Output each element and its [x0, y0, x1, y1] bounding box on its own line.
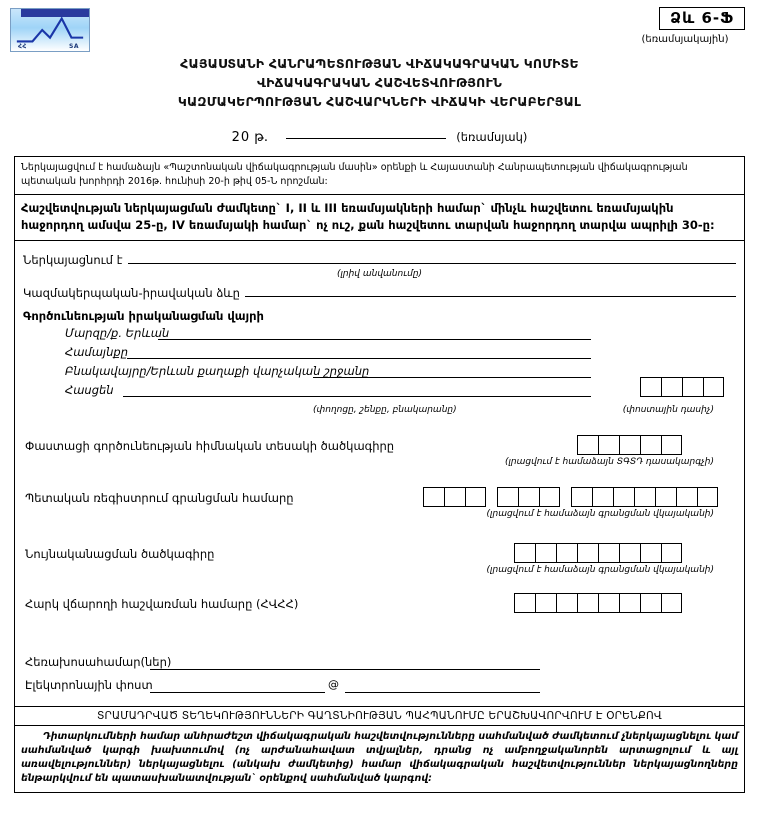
page-header — [0, 0, 759, 52]
address-region-row — [23, 325, 736, 344]
identification-code-cell[interactable] — [535, 543, 556, 563]
activity-code-cell[interactable] — [619, 435, 640, 455]
address-captions-row — [23, 405, 736, 421]
tax-number-cell[interactable] — [619, 593, 640, 613]
legal-form-row — [23, 284, 736, 300]
address-community-row — [23, 344, 736, 363]
submitter-caption: (լրիվ անվանումը) — [336, 269, 423, 279]
registration-number-group-2[interactable] — [497, 487, 560, 507]
title-line-2: ՎԻՃԱԿԱԳՐԱԿԱՆ ՀԱՇՎԵՏՎՈՒԹՅՈՒՆ — [257, 75, 502, 90]
postal-code-cell[interactable] — [703, 377, 724, 397]
identification-code-cell[interactable] — [514, 543, 535, 563]
identification-code-cell[interactable] — [577, 543, 598, 563]
postal-code-caption: (փոստային դասիչ) — [622, 405, 714, 415]
activity-code-group[interactable] — [577, 435, 682, 455]
registration-number-group-3[interactable] — [571, 487, 718, 507]
registration-number-cell[interactable] — [592, 487, 613, 507]
activity-code-label: Փաստացի գործունեության հիմնական տեսակի ծածկագիրը — [25, 439, 395, 453]
tax-number-group[interactable] — [514, 593, 682, 613]
tax-number-cell[interactable] — [556, 593, 577, 613]
address-settlement-row — [23, 363, 736, 382]
year-prefix: 20 — [231, 130, 251, 145]
identification-code-hint: (լրացվում է համաձայն գրանցման վկայականի) — [486, 565, 714, 575]
tax-number-cell[interactable] — [535, 593, 556, 613]
postal-code-cell[interactable] — [661, 377, 682, 397]
postal-code-cell[interactable] — [682, 377, 703, 397]
activity-code-cell[interactable] — [577, 435, 598, 455]
legal-form-input[interactable] — [245, 284, 736, 297]
registration-number-cell[interactable] — [676, 487, 697, 507]
email-domain-input[interactable] — [345, 692, 540, 693]
registration-number-boxes[interactable] — [423, 487, 718, 507]
logo-label-left: ՀՀ — [18, 43, 27, 50]
registration-number-row — [23, 487, 736, 529]
identification-code-cell[interactable] — [556, 543, 577, 563]
activity-place-label: Գործունեության իրականացման վայրի — [23, 309, 264, 323]
tax-number-cell[interactable] — [598, 593, 619, 613]
address-street-label: Հասցեն — [65, 383, 114, 397]
postal-code-cell[interactable] — [640, 377, 661, 397]
registration-number-cell[interactable] — [613, 487, 634, 507]
activity-code-hint: (լրացվում է համաձայն ՏԳՏԴ դասակարգչի) — [504, 457, 714, 467]
identification-code-cell[interactable] — [640, 543, 661, 563]
email-at-symbol: @ — [328, 678, 339, 691]
email-label: Էլեկտրոնային փոստ — [25, 678, 153, 692]
registration-number-cell[interactable] — [518, 487, 539, 507]
identification-code-cell[interactable] — [619, 543, 640, 563]
address-region-label: Մարզը/ք. Երևան — [65, 326, 170, 340]
phone-input[interactable] — [150, 669, 540, 670]
identification-code-group[interactable] — [514, 543, 682, 563]
activity-code-cell[interactable] — [598, 435, 619, 455]
tax-number-cell[interactable] — [514, 593, 535, 613]
address-street-input[interactable] — [123, 396, 591, 397]
title-line-1: ՀԱՅԱՍՏԱՆԻ ՀԱՆՐԱՊԵՏՈՒԹՅԱՆ ՎԻՃԱԿԱԳՐԱԿԱՆ ԿՈՄԻՏԵ — [180, 56, 579, 71]
activity-code-boxes[interactable] — [577, 435, 682, 455]
email-local-input[interactable] — [150, 692, 325, 693]
address-community-label: Համայնքը — [65, 345, 129, 359]
registration-number-hint: (լրացվում է համաձայն գրանցման վկայականի) — [486, 509, 714, 519]
tax-number-boxes[interactable] — [514, 593, 682, 613]
address-community-input[interactable] — [127, 358, 591, 359]
registration-number-cell[interactable] — [497, 487, 518, 507]
postal-code-boxes[interactable] — [640, 377, 724, 397]
legal-basis-band: Ներկայացվում է համաձայն «Պաշտոնական վիճակագրության մասին» օրենքի և Հայաստանի Հանրապետության վիճակագրության պետական խորհրդի 2016թ. հունիսի 20-ի թիվ 05-Ն որոշման: — [15, 157, 744, 195]
form-periodicity-label: (եռամսյակային) — [641, 34, 729, 45]
form-body — [15, 241, 744, 706]
address-street-row — [23, 382, 736, 401]
address-settlement-label: Բնակավայրը/Երևան քաղաքի վարչական շրջանը — [65, 364, 370, 378]
phone-row — [23, 653, 736, 675]
registration-number-cell[interactable] — [423, 487, 444, 507]
registration-number-group-1[interactable] — [423, 487, 486, 507]
tax-number-label: Հարկ վճարողի հաշվառման համարը (ՀՎՀՀ) — [25, 597, 299, 611]
identification-code-boxes[interactable] — [514, 543, 682, 563]
form-number-badge: Ձև 6-Ֆ — [659, 7, 745, 30]
address-settlement-input[interactable] — [313, 377, 591, 378]
registration-number-label: Պետական ռեգիստրում գրանցման համարը — [25, 491, 294, 505]
address-street-caption: (փողոցը, շենքը, բնակարանը) — [313, 405, 457, 415]
confidentiality-band: ՏՐԱՄԱԴՐՎԱԾ ՏԵՂԵԿՈՒԹՅՈՒՆՆԵՐԻ ԳԱՂՏՆԻՈՒԹՅԱՆ ՊԱՀՊԱՆՈՒՄԸ ԵՐԱՇԽԱՎՈՐՎՈՒՄ Է ՕՐԵՆՔՈՎ — [15, 706, 744, 726]
submitter-row — [23, 251, 736, 267]
period-input[interactable] — [286, 126, 446, 139]
title-line-3: ԿԱԶՄԱԿԵՐՊՈՒԹՅԱՆ ՀԱՇՎԱՐԿՆԵՐԻ ՎԻՃԱԿԻ ՎԵՐԱԲԵՐՅԱԼ — [177, 94, 582, 109]
reporting-period-line — [0, 126, 759, 146]
legal-form-label: Կազմակերպական-իրավական ձևը — [23, 286, 240, 300]
submitter-label: Ներկայացնում է — [23, 253, 123, 267]
activity-code-row — [23, 435, 736, 475]
postal-code-group[interactable] — [640, 377, 724, 397]
activity-place-heading-row — [23, 305, 736, 325]
identification-code-cell[interactable] — [598, 543, 619, 563]
registration-number-cell[interactable] — [465, 487, 486, 507]
registration-number-cell[interactable] — [655, 487, 676, 507]
statistical-committee-logo — [10, 8, 90, 52]
email-row — [23, 676, 736, 698]
registration-number-cell[interactable] — [444, 487, 465, 507]
tax-number-cell[interactable] — [640, 593, 661, 613]
registration-number-cell[interactable] — [697, 487, 718, 507]
document-title-block — [0, 54, 759, 111]
submitter-input[interactable] — [128, 251, 737, 264]
identification-code-row — [23, 543, 736, 583]
address-region-input[interactable] — [158, 339, 591, 340]
penalty-note-band: Դիտարկումների համար անհրաժեշտ վիճակագրական հաշվետվությունները սահմանված ժամկետում չներկայացնելու կամ սահմանված կարգի խախտումով (ոչ արժանահավատ տվյալներ, դրանց ոչ ամբողջականորեն արտացոլում և այլ առավելություններ) ներկայացնելու (անկախ ժամկետից) համար վիճակագրական հաշվետվություններ ներկայացնողները ենթարկվում են պատասխանատվության` օրենքով սահմանված կարգով: — [21, 731, 738, 784]
activity-code-cell[interactable] — [661, 435, 682, 455]
phone-label: Հեռախոսահամար(ներ) — [25, 655, 172, 669]
registration-number-cell[interactable] — [571, 487, 592, 507]
logo-label-right: SA — [69, 43, 79, 50]
tax-number-cell[interactable] — [577, 593, 598, 613]
registration-number-cell[interactable] — [539, 487, 560, 507]
submission-deadline-band: Հաշվետվության ներկայացման ժամկետը` I, II և III եռամսյակների համար` մինչև հաշվետու եռամսյակին հաջորդող ամսվա 25-ը, IV եռամսյակի համար` ոչ ուշ, քան հաշվետու տարվան հաջորդող տարվա ապրիլի 30-ը: — [15, 195, 744, 241]
tax-number-cell[interactable] — [661, 593, 682, 613]
activity-code-cell[interactable] — [640, 435, 661, 455]
year-suffix: թ. — [254, 130, 268, 145]
registration-number-cell[interactable] — [634, 487, 655, 507]
identification-code-label: Նույնականացման ծածկագիրը — [25, 547, 215, 561]
period-caption: (եռամսյակ) — [456, 130, 528, 144]
identification-code-cell[interactable] — [661, 543, 682, 563]
address-block — [23, 325, 736, 401]
tax-number-row — [23, 593, 736, 621]
form-sheet — [14, 156, 745, 793]
